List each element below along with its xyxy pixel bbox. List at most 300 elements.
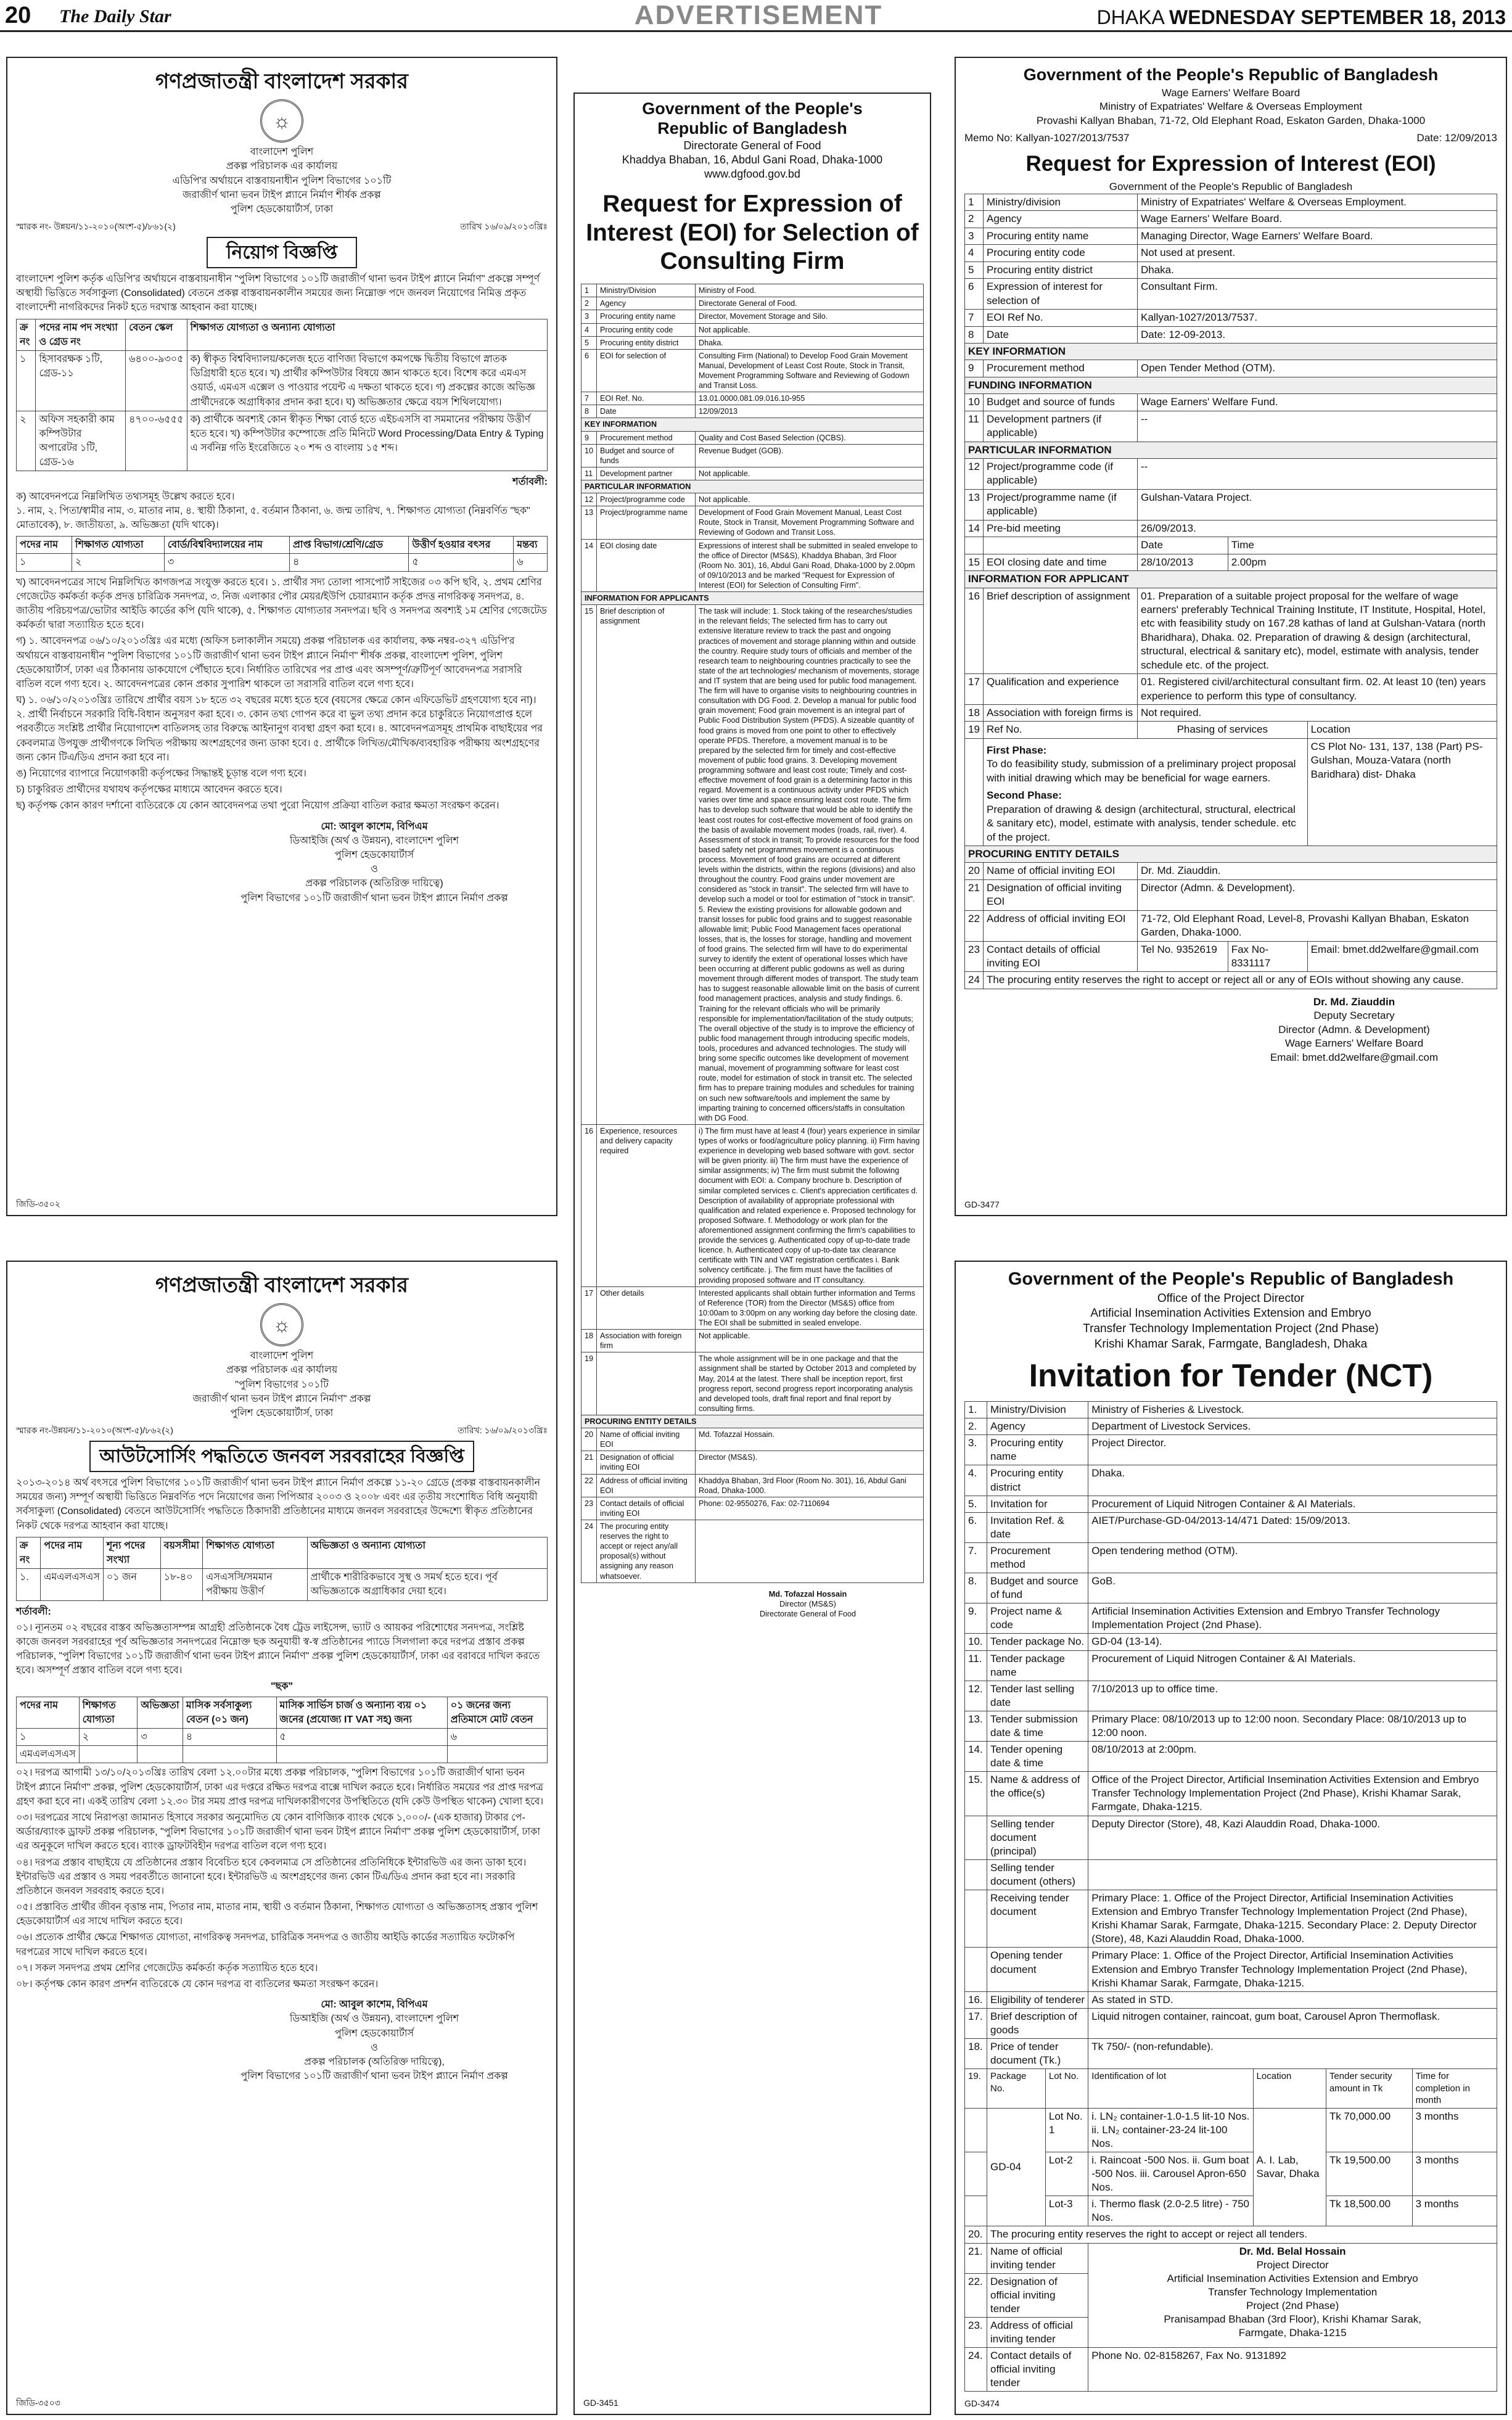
- table-cell: 2.00pm: [1228, 554, 1497, 570]
- table-cell: Date: [984, 326, 1138, 343]
- table-row: [965, 1890, 1497, 1948]
- table-cell: Wage Earners' Welfare Fund.: [1138, 394, 1497, 411]
- table-row: [965, 910, 1497, 941]
- phase-text: Preparation of drawing & design (architectural, structural, electrical & sanitary etc), model, estimate with analysis, tender schedule. etc of the project.: [987, 803, 1296, 843]
- table-cell: Procurement of Liquid Nitrogen Container & AI Materials.: [1088, 1496, 1497, 1512]
- table-cell: Location: [1307, 722, 1497, 738]
- table-cell: ক) স্বীকৃত বিশ্ববিদ্যালয়/কলেজ হতে বাণিজ্য বিভাগে কমপক্ষে দ্বিতীয় বিভাগে স্নাতক ডিগ্রিধারী হতে হবে। খ) প্রার্থীর কম্পিউটার বিষয়ে জ্ঞান থাকতে হবে। বিশেষ করে এমএস ওয়ার্ড, এমএস এক্সেল ও পাওয়ার পয়েন্ট এ দক্ষতা থাকতে হবে। গ) প্রকল্পের কাজে অভিজ্ঞ প্রার্থীদেরকে অগ্রাধিকার প্রদান করা হবে। ঘ) অভিজ্ঞতার ক্ষেত্রে বয়স শিথিলযোগ্য।: [187, 350, 547, 411]
- table-cell: Director, Movement Storage and Silo.: [696, 310, 924, 323]
- table-cell: Selling tender document (others): [987, 1859, 1088, 1890]
- table-cell: প্রার্থীকে শারীরিকভাবে সুস্থ ও সমর্থ হতে হবে। পূর্ব অভিজ্ঞতাকে অগ্রাধিকার দেয়া হবে।: [307, 1569, 547, 1600]
- ad4-office-lines: [16, 1349, 548, 1420]
- office-line: প্রকল্প পরিচালক এর কার্যালয়: [226, 1365, 338, 1376]
- signature-line: পুলিশ হেডকোয়ার্টার্স: [334, 849, 414, 860]
- table-header-cell: শিক্ষাগত যোগ্যতা: [72, 537, 164, 554]
- table-cell: ১: [17, 350, 36, 411]
- table-header-cell: বেতন স্কেল: [126, 319, 187, 350]
- section-row: [581, 480, 924, 493]
- table-cell: ৫: [409, 554, 514, 571]
- table-cell: Brief description of goods: [987, 2008, 1088, 2038]
- table-cell: 26/09/2013.: [1138, 520, 1497, 537]
- signature-name: Dr. Md. Belal Hossain: [1239, 2245, 1346, 2257]
- signature-line: Project Director: [1256, 2258, 1329, 2271]
- table-cell: Tk 750/- (non-refundable).: [1088, 2038, 1497, 2068]
- table-cell: Director (Admn. & Development).: [1138, 879, 1497, 910]
- table-row: [581, 539, 924, 592]
- table-cell: Selling tender document (principal): [987, 1816, 1088, 1859]
- condition-text: খ) আবেদনপত্রের সাথে নিম্নলিখিত কাগজপত্র সংযুক্ত করতে হবে। ১. প্রার্থীর সদ্য তোলা পাসপোর্ট সাইজের ০৩ কপি ছবি, ২. প্রথম শ্রেণির গেজেটেড কর্মকর্তা কর্তৃক প্রদত্ত চারিত্রিক সনদপত্র, ৩. নিজ এলাকার পৌর মেয়র/ইউপি চেয়ারম্যান কর্তৃক প্রদত্ত নাগরিকত্ব সনদপত্র, ৪. জাতীয় পরিচয়পত্র/ভোটার আইডি কার্ডের কপি (যদি থাকে), ৫. শিক্ষাগত যোগ্যতার সনদপত্র। ছবি ও সনদপত্র অবশ্যই ১ম শ্রেণির গেজেটেড কর্মকর্তা দ্বারা সত্যায়িত হতে হবে।: [16, 577, 547, 631]
- table-row: [581, 1451, 924, 1474]
- table-cell: 23: [581, 1497, 597, 1520]
- table-cell: Director (MS&S).: [696, 1451, 924, 1474]
- table-cell: Invitation for: [987, 1496, 1088, 1512]
- ad4-signature: মো: আবুল কাশেম, বিপিএম ডিআইজি (অর্থ ও উন্নয়ন), বাংলাদেশ পুলিশ পুলিশ হেডকোয়ার্টার্স ও প্রকল্প পরিচালক (অতিরিক্ত দায়িত্বে), পুলিশ বিভাগের ১০১টি জরাজীর্ণ থানা ভবন টাইপ প্ল্যানে নির্মাণ প্রকল্প: [201, 1998, 548, 2083]
- table-row: [965, 228, 1497, 244]
- table-cell: GD-04: [987, 2108, 1046, 2226]
- table-cell: Address of official inviting tender: [987, 2317, 1088, 2347]
- table-row: [581, 1286, 924, 1329]
- table-cell: ২: [17, 411, 36, 471]
- table-cell: i. LN₂ container-1.0-1.5 lit-10 Nos. ii. LN₂ container-23-24 lit-100 Nos.: [1088, 2108, 1253, 2152]
- table-cell: 10: [581, 444, 597, 467]
- table-cell: Contact details of official inviting tender: [987, 2348, 1088, 2392]
- section-heading: KEY INFORMATION: [581, 418, 924, 431]
- table-cell: Brief description of assignment: [597, 605, 696, 1125]
- table-cell: 22: [581, 1474, 597, 1497]
- subtitle-line: www.dgfood.gov.bd: [704, 167, 800, 180]
- table-cell: 13.01.0000.081.09.016.10-955: [696, 392, 924, 405]
- table-cell: 21: [965, 879, 984, 910]
- table-cell: Procurement method: [597, 431, 696, 444]
- table-cell: 7: [581, 392, 597, 405]
- phase-text: To do feasibility study, submission of a preliminary project proposal with initial drawing which may be beneficial for wage earners.: [987, 758, 1296, 784]
- table-row: [581, 1520, 924, 1582]
- table-cell: EOI closing date: [597, 539, 696, 592]
- table-cell: Liquid nitrogen container, raincoat, gum boat, Carousel Apron Thermoflask.: [1088, 2008, 1497, 2038]
- table-cell: As stated in STD.: [1088, 1991, 1497, 2008]
- ad4-code: জিডি-৩৫০৩: [16, 2397, 60, 2408]
- ad4-cond-title: শর্তাবলী:: [16, 1606, 51, 1617]
- table-cell: 9: [965, 360, 984, 377]
- ad1-signature: মো: আবুল কাশেম, বিপিএম ডিআইজি (অর্থ ও উন্নয়ন), বাংলাদেশ পুলিশ পুলিশ হেডকোয়ার্টার্স ও প্রকল্প পরিচালক (অতিরিক্ত দায়িত্বে) পুলিশ বিভাগের ১০১টি জরাজীর্ণ থানা ভবন টাইপ প্ল্যানে নির্মাণ প্রকল্প: [201, 820, 548, 905]
- table-row: [965, 554, 1497, 570]
- table-cell: Tender last selling date: [987, 1681, 1088, 1711]
- condition-text: চ) চাকুরিরত প্রার্থীদের যথাযথ কর্তৃপক্ষের মাধ্যমে আবেদন করতে হবে।: [16, 784, 282, 796]
- table-cell: Name of official inviting EOI: [597, 1428, 696, 1451]
- section-heading: FUNDING INFORMATION: [965, 377, 1497, 393]
- table-row: [581, 392, 924, 405]
- table-row: [965, 489, 1497, 520]
- signature-line: Transfer Technology Implementation: [1208, 2286, 1378, 2298]
- table-cell: Tk 19,500.00: [1326, 2152, 1412, 2196]
- table-cell: EOI Ref. No.: [597, 392, 696, 405]
- table-row: [965, 1711, 1497, 1741]
- table-row: [965, 722, 1497, 738]
- office-line: পুলিশ হেডকোয়ার্টার্স, ঢাকা: [230, 1408, 334, 1419]
- section-row: [965, 846, 1497, 862]
- subtitle-line: Provashi Kallyan Bhaban, 71-72, Old Elephant Road, Eskaton Garden, Dhaka-1000: [1036, 114, 1426, 126]
- signature-line: পুলিশ বিভাগের ১০১টি জরাজীর্ণ থানা ভবন টাইপ প্ল্যানে নির্মাণ প্রকল্প: [240, 2071, 508, 2082]
- table-cell: --: [1138, 459, 1497, 490]
- table-header-cell: অভিজ্ঞতা ও অন্যান্য যোগ্যতা: [307, 1537, 547, 1568]
- table-cell: ২: [72, 554, 164, 571]
- table-cell: Procuring entity district: [597, 336, 696, 349]
- table-cell: GoB.: [1088, 1573, 1497, 1603]
- table-cell: Consulting Firm (National) to Develop Food Grain Movement Manual, Development of Least Cost Route, Stock in Transit, Movement Programming Software and Reviewing of Godown and Transit Loss.: [696, 349, 924, 392]
- signature-line: Director (Admn. & Development): [1278, 1023, 1430, 1035]
- table-header-cell: বোর্ড/বিশ্ববিদ্যালয়ের নাম: [164, 537, 289, 554]
- table-row: [581, 467, 924, 480]
- table-row: [965, 2226, 1497, 2243]
- table-cell: 19: [581, 1352, 597, 1415]
- table-cell: Expressions of interest shall be submitted in sealed envelope to the office of Director (MS&S), Khaddya Bhaban, 3rd Floor (Room No. 301), 16, Abdul Gani Road, Dhaka-1000 by 2.00pm of 09/10/2013 and be marked "Request for Expression of Interest (EOI) for Selection of Consulting Firm".: [696, 539, 924, 592]
- table-cell: 21.: [965, 2243, 987, 2273]
- table-cell: Ministry of Expatriates' Welfare & Overseas Employment.: [1138, 194, 1497, 211]
- table-cell: Budget and source of funds: [597, 444, 696, 467]
- ad-wage-earners-eoi: [955, 57, 1507, 1216]
- section-row: [965, 377, 1497, 393]
- table-header-cell: পদের নাম: [41, 1537, 104, 1568]
- table-row: [965, 1772, 1497, 1816]
- table-row: [581, 1428, 924, 1451]
- table-cell: 3 months: [1412, 2152, 1497, 2196]
- table-cell: Quality and Cost Based Selection (QCBS).: [696, 431, 924, 444]
- table-cell: Gulshan-Vatara Project.: [1138, 489, 1497, 520]
- row-number: 15: [581, 605, 597, 1125]
- table-cell: 16.: [965, 1991, 987, 2008]
- table-cell: Primary Place: 1. Office of the Project Director, Artificial Insemination Activities Extension and Embryo Transfer Technology Implementation Project (2nd Phase), Krishi Khamar Sarak, Farmgate, Dhaka-1215.: [1088, 1948, 1497, 1991]
- table-cell: Contact details of official inviting EOI: [984, 941, 1138, 972]
- table-cell: Qualification and experience: [984, 674, 1138, 705]
- table-cell: 8: [581, 405, 597, 418]
- table-cell: 18.: [965, 2038, 987, 2068]
- table-row: [965, 194, 1497, 211]
- table-cell: 11.: [965, 1650, 987, 1681]
- table-cell: Price of tender document (Tk.): [987, 2038, 1088, 2068]
- table-row: [965, 1634, 1497, 1650]
- ad3-signature: Dr. Md. Ziauddin Deputy Secretary Director (Admn. & Development) Wage Earners' Welfare Board Email: bmet.dd2welfare@gmail.com: [1211, 995, 1497, 1064]
- ad2-eoi-table: [581, 284, 924, 1582]
- table-cell: A. I. Lab, Savar, Dhaka: [1253, 2108, 1326, 2226]
- ad3-memo-row: Memo No: Kallyan-1027/2013/7537 Date: 12/09/2013: [964, 131, 1497, 144]
- table-cell: Association with foreign firms is: [984, 705, 1138, 722]
- table-cell: Location: [1253, 2069, 1326, 2109]
- table-cell: Ministry/Division: [987, 1402, 1088, 1418]
- table-cell: 11: [965, 411, 984, 442]
- table-header-cell: প্রাপ্ত বিভাগ/শ্রেণি/গ্রেড: [289, 537, 409, 554]
- govt-seal-icon: ☼: [260, 99, 303, 142]
- table-row: [581, 405, 924, 418]
- table-cell: 1: [581, 284, 597, 297]
- table-cell: Not applicable.: [696, 493, 924, 506]
- table-cell: 4: [581, 323, 597, 336]
- table-cell: The procuring entity reserves the right to accept or reject all tenders.: [987, 2226, 1497, 2243]
- table-row: [965, 941, 1497, 972]
- table-cell: Phone No. 02-8158267, Fax No. 9131892: [1088, 2348, 1497, 2392]
- table-cell: 17: [965, 674, 984, 705]
- table-cell: Deputy Director (Store), 48, Kazi Alauddin Road, Dhaka-1000.: [1088, 1816, 1497, 1859]
- table-header-cell: মাসিক সর্বসাকুল্য বেতন (০১ জন): [183, 1697, 276, 1728]
- table-row: [965, 2008, 1497, 2038]
- table-cell: Pre-bid meeting: [984, 520, 1138, 537]
- signature-line: Farmgate, Dhaka-1215: [1238, 2327, 1347, 2339]
- table-cell: Procuring entity code: [597, 323, 696, 336]
- signature-line: Artificial Insemination Activities Extension and Embryo: [1167, 2272, 1418, 2284]
- ad1-conditions-2: [16, 575, 548, 813]
- table-cell: 20.: [965, 2226, 987, 2243]
- table-cell: Agency: [597, 297, 696, 310]
- table-cell: Ministry of Food.: [696, 284, 924, 297]
- table-cell: Procuring entity code: [984, 245, 1138, 261]
- table-cell: Time: [1228, 537, 1497, 554]
- table-cell: ৬: [447, 1729, 547, 1746]
- table-header-cell: ০১ জনের জন্য প্রতিমাসে মোট বেতন: [447, 1697, 547, 1728]
- table-cell: [965, 1859, 987, 1890]
- govt-seal-icon: ☼: [260, 1303, 303, 1346]
- table-row: [965, 879, 1497, 910]
- ad4-intro: ২০১৩-২০১৪ অর্থ বৎসরে পুলিশ বিভাগের ১০১টি জরাজীর্ণ থানা ভবন টাইপ প্ল্যানে নির্মাণ প্রকল্পে ১১-২০ গ্রেডে (প্রকল্প বাস্তবায়নকালীন সময়ের জন্য) সম্পূর্ণ অস্থায়ী ভিত্তিতে নিম্নবর্ণিত পদে নিয়োগের জন্য পিপিআর ২০০৩ ও ২০০৮ এবং এর তৃতীয় সংশোধিত বিধি অনুযায়ী সর্বসাকুল্য (Consolidated) বেতনে আউটসোর্সিং পদ্ধতিতে ঠিকাদারী প্রতিষ্ঠানের মাধ্যমে জনবল সরবরাহের উদ্দেশ্যে স্বীকৃত প্রতিষ্ঠানের নিকট থেকে দরপত্র আহবান করা যাচ্ছে।: [16, 1478, 540, 1531]
- table-cell: Ministry/division: [984, 194, 1138, 211]
- table-cell: ০১ জন: [103, 1569, 160, 1600]
- table-header-cell: মাসিক সার্ভিস চার্জ ও অন্যান্য ব্যয় ০১ জনের (প্রযোজ্য IT VAT সহ) জন্য: [276, 1697, 447, 1728]
- table-row: [965, 1512, 1497, 1542]
- table-cell: 1: [965, 194, 984, 211]
- table-cell: 24.: [965, 2348, 987, 2392]
- table-cell: Kallyan-1027/2013/7537.: [1138, 310, 1497, 326]
- ad2-title: [581, 99, 924, 139]
- table-cell: [984, 537, 1138, 554]
- table-cell: 01. Registered civil/architectural consultant firm. 02. At least 10 (ten) years experience to perform this type of consultancy.: [1138, 674, 1497, 705]
- ad2-heading: Request for Expression of Interest (EOI) for Selection of Consulting Firm: [586, 190, 919, 275]
- signature-line: Wage Earners' Welfare Board: [1284, 1037, 1424, 1050]
- condition-text: ০৮। কর্তৃপক্ষ কোন কারণ প্রদর্শন ব্যতিরেকে যে কোন দরপত্র বা ব্যতিলের ক্ষমতা সংরক্ষণ করেন।: [16, 1979, 379, 1990]
- signature-line: Pranisampad Bhaban (3rd Floor), Krishi Khamar Sarak,: [1164, 2313, 1421, 2325]
- table-cell: ৪৭০০-৬৫৫৫: [126, 411, 187, 471]
- condition-text: ০৩। দরপত্রের সাথে নিরাপত্তা জামানত হিসাবে সরকার অনুমোদিত যে কোন বাণিজ্যিক ব্যাংক থেকে ১,০০০/- (এক হাজার) টাকার পে-অর্ডার/ব্যাংক ড্রাফট প্রকল্প পরিচালক, "পুলিশ বিভাগের ১০১টি জরাজীর্ণ থানা ভবন টাইপ প্ল্যানে নির্মাণ" প্রকল্প পুলিশ হেডকোয়ার্টার্স, ঢাকা এর অনুকূলে দাখিল করতে হবে। ব্যাংক ড্রাফটবিহীন দরপত্র বাতিল বলে গণ্য হবে।: [16, 1812, 540, 1852]
- ad4-format-table: [16, 1697, 548, 1764]
- table-cell: ৩: [164, 554, 289, 571]
- table-cell: [965, 1816, 987, 1859]
- table-row: [581, 605, 924, 1125]
- table-cell: Tender opening date & time: [987, 1742, 1088, 1772]
- table-header-cell: শিক্ষাগত যোগ্যতা: [203, 1537, 307, 1568]
- table-cell: Ministry/Division: [597, 284, 696, 297]
- table-cell: ১: [17, 1729, 80, 1746]
- ad2-signature: Md. Tofazzal Hossain Director (MS&S) Directorate General of Food: [692, 1589, 924, 1619]
- table-row: [965, 459, 1497, 490]
- table-cell: 7.: [965, 1542, 987, 1573]
- table-cell: Primary Place: 1. Office of the Project Director, Artificial Insemination Activities Extension and Embryo Transfer Technology Implementation Project (2nd Phase), Krishi Khamar Sarak, Farmgate, Dhaka-1215. Secondary Place: 2. Deputy Director (Store), 48, Kazi Alauddin Road, Dhaka-1000.: [1088, 1890, 1497, 1948]
- table-cell: Artificial Insemination Activities Extension and Embryo Transfer Technology Implementation Project (2nd Phase).: [1088, 1603, 1497, 1634]
- phase-text: First Phase:: [987, 744, 1047, 756]
- table-cell: অফিস সহকারী কাম কম্পিউটার অপারেটর ১টি, গ্রেড-১৬: [36, 411, 126, 471]
- ad2-subtitle: [581, 139, 924, 181]
- table-header-cell: ক্র নং: [17, 1537, 41, 1568]
- section-row: [581, 418, 924, 431]
- table-cell: Ref No.: [984, 722, 1138, 738]
- condition-text: ০৭। সকল সনদপত্র প্রথম শ্রেণির গেজেটেড কর্মকর্তা কর্তৃক সত্যায়িত হতে হবে।: [16, 1962, 318, 1973]
- table-cell: GD-04 (13-14).: [1088, 1634, 1497, 1650]
- table-cell: Consultant Firm.: [1138, 279, 1497, 310]
- table-cell: 4: [965, 245, 984, 261]
- table-cell: Association with foreign firm: [597, 1330, 696, 1352]
- table-cell: 2: [581, 297, 597, 310]
- section-row: [965, 571, 1497, 588]
- table-cell: Brief description of assignment: [984, 588, 1138, 674]
- table-cell: Managing Director, Wage Earners' Welfare Board.: [1138, 228, 1497, 244]
- table-cell: 22: [965, 910, 984, 941]
- table-row: [965, 2108, 1497, 2152]
- table-cell: 13.: [965, 1711, 987, 1741]
- table-row: [965, 520, 1497, 537]
- table-cell: ১.: [17, 1569, 41, 1600]
- table-cell: 20: [581, 1428, 597, 1451]
- table-cell: The procuring entity reserves the right to accept or reject all or any of EOIs without showing any cause.: [984, 972, 1497, 989]
- table-row: [965, 705, 1497, 722]
- table-cell: 6: [581, 349, 597, 392]
- table-row: [965, 211, 1497, 228]
- table-row: [965, 972, 1497, 989]
- table-cell: Department of Livestock Services.: [1088, 1418, 1497, 1435]
- table-cell: Project/programme code (if applicable): [984, 459, 1138, 490]
- table-cell: Designation of official inviting tender: [987, 2273, 1088, 2317]
- table-cell: Development partner: [597, 467, 696, 480]
- table-header-cell: পদের নাম: [17, 537, 72, 554]
- office-line: প্রকল্প পরিচালক এর কার্যালয়: [226, 161, 338, 172]
- table-cell: Procurement method: [987, 1542, 1088, 1573]
- table-cell: ৬: [514, 554, 548, 571]
- ad1-memo-row: স্মারক নং- উন্নয়ন/১১-২০১০(অংশ-৫)/৮৬১(২) তারিখ ১৬/০৯/২০১৩খ্রিঃ: [16, 221, 548, 232]
- ad4-post-table: [16, 1537, 548, 1601]
- table-cell: 13: [965, 489, 984, 520]
- table-cell: ৬৪০০-৯৩০৫: [126, 350, 187, 411]
- table-cell: 6: [965, 279, 984, 310]
- dateline: DHAKA WEDNESDAY SEPTEMBER 18, 2013: [1096, 6, 1506, 28]
- table-cell: ১: [17, 554, 72, 571]
- table-row: [965, 261, 1497, 278]
- table-cell: Tk 70,000.00: [1326, 2108, 1412, 2152]
- table-cell: Designation of official inviting EOI: [984, 879, 1138, 910]
- table-row: [581, 1497, 924, 1520]
- table-cell: 1.: [965, 1402, 987, 1418]
- ad5-heading: Invitation for Tender (NCT): [1029, 1358, 1433, 1394]
- table-cell: 8.: [965, 1573, 987, 1603]
- table-cell: 14: [965, 520, 984, 537]
- table-cell: 17.: [965, 2008, 987, 2038]
- table-cell: Package No.: [987, 2069, 1046, 2109]
- table-cell: 5: [581, 336, 597, 349]
- subtitle-line: Wage Earners' Welfare Board: [1161, 86, 1300, 99]
- table-cell: Primary Place: 08/10/2013 up to 12:00 noon. Secondary Place: 08/10/2013 up to 12:00 noon.: [1088, 1711, 1497, 1741]
- table-cell: Email: bmet.dd2welfare@gmail.com: [1307, 941, 1497, 972]
- table-header-cell: উত্তীর্ণ হওয়ার বৎসর: [409, 537, 514, 554]
- table-cell: The procuring entity reserves the right to accept or reject any/all proposal(s) without assigning any reason whatsoever.: [597, 1520, 696, 1582]
- ad4-chhok: "ছক": [270, 1681, 294, 1692]
- office-line: "পুলিশ বিভাগের ১০১টি: [235, 1379, 329, 1390]
- table-cell: Not used at present.: [1138, 245, 1497, 261]
- table-row: [581, 336, 924, 349]
- ad4-title: আউটসোর্সিং পদ্ধতিতে জনবল সরবরাহের বিজ্ঞপ্তি: [89, 1441, 474, 1473]
- page-number: 20: [5, 2, 31, 28]
- table-cell: Procurement method: [984, 360, 1138, 377]
- section-title: ADVERTISEMENT: [634, 0, 883, 30]
- table-row: [581, 493, 924, 506]
- table-cell: 10: [965, 394, 984, 411]
- ad4-memo-row: স্মারক নং-উন্নয়ন/১১-২০১০(অংশ-৫)/৮৬২(২) তারিখ: ১৬/০৯/২০১৩খ্রিঃ: [16, 1425, 548, 1436]
- table-cell: 18: [965, 705, 984, 722]
- table-cell: 2.: [965, 1418, 987, 1435]
- table-cell: Dr. Md. Ziauddin.: [1138, 863, 1497, 879]
- section-row: [965, 343, 1497, 360]
- table-cell: [965, 1948, 987, 1991]
- table-row: [965, 411, 1497, 442]
- office-line: জরাজীর্ণ থানা ভবন টাইপ প্ল্যানে নির্মাণ শীর্ষক প্রকল্প: [183, 189, 381, 200]
- section-row: [581, 1415, 924, 1428]
- table-cell: EOI closing date and time: [984, 554, 1138, 570]
- signature-line: ডিআইজি (অর্থ ও উন্নয়ন), বাংলাদেশ পুলিশ: [289, 2014, 459, 2025]
- table-row: [581, 1474, 924, 1497]
- condition-text: ঙ) নিয়োগের ব্যাপারে নিয়োগকারী কর্তৃপক্ষের সিদ্ধান্তই চূড়ান্ত বলে গণ্য হবে।: [16, 768, 307, 780]
- table-row: [965, 1816, 1497, 1859]
- ad4-cond-1: ০১। ন্যূনতম ০২ বছরের বাস্তব অভিজ্ঞতাসম্পন্ন আগ্রহী প্রতিষ্ঠানকে বৈধ ট্রেড লাইসেন্স, ভ্যাট ও আয়কর পরিশোধের সনদপত্র, সংশ্লিষ্ট কাজে জনবল সরবরাহের পূর্ব অভিজ্ঞতার সনদপত্রের নিম্নোক্ত ছক অনুযায়ী স্ব-স্ব প্রতিষ্ঠানের প্যাডে সিলগালা করে দরপত্র প্রস্তাব প্রকল্প পরিচালক, "পুলিশ বিভাগের ১০১টি জরাজীর্ণ থানা ভবন টাইপ প্ল্যানে নির্মাণ" প্রকল্প পুলিশ হেডকোয়ার্টার্স, ঢাকা এর বরাবরে দাখিল করতে হবে। অসম্পূর্ণ প্রস্তাব বাতিল বলে গণ্য হবে।: [16, 1622, 540, 1676]
- ad2-code: GD-3451: [583, 2398, 618, 2408]
- table-cell: 19.: [965, 2069, 987, 2109]
- signature-line: প্রকল্প পরিচালক (অতিরিক্ত দায়িত্বে): [305, 878, 443, 889]
- phase-text: Second Phase:: [987, 789, 1062, 802]
- table-cell: Invitation Ref. & date: [987, 1512, 1088, 1542]
- ad3-eoi-table: [964, 194, 1497, 989]
- table-row: [17, 350, 548, 411]
- table-cell: Dhaka.: [696, 336, 924, 349]
- table-cell: Tender package name: [987, 1650, 1088, 1681]
- table-cell: Tender package No.: [987, 1634, 1088, 1650]
- table-cell: Date: 12-09-2013.: [1138, 326, 1497, 343]
- page-header: [0, 0, 1512, 32]
- table-row: [965, 2348, 1497, 2392]
- table-cell: [965, 2196, 987, 2226]
- table-cell: Project/programme code: [597, 493, 696, 506]
- ad4-conditions: [16, 1766, 548, 1991]
- office-line: এডিপি'র অর্থায়নে বাস্তবায়নাধীন পুলিশ বিভাগের ১০১টি: [172, 175, 392, 186]
- condition-text: ছ) কর্তৃপক্ষ কোন কারণ দর্শানো ব্যতিরেকে যে কোন আবেদনপত্র তথা পুরো নিয়োগ প্রক্রিয়া বাতিল করার ক্ষমতা সংরক্ষণ করেন।: [16, 800, 499, 812]
- table-cell: 15: [965, 554, 984, 570]
- table-cell: Date: [597, 405, 696, 418]
- ad5-title: Government of the People's Republic of Bangladesh: [1008, 1269, 1454, 1289]
- office-line: পুলিশ হেডকোয়ার্টার্স, ঢাকা: [230, 204, 334, 215]
- table-cell: Khaddya Bhaban, 3rd Floor (Room No. 301), 16, Abdul Gani Road, Dhaka-1000.: [696, 1474, 924, 1497]
- table-cell: Date: [1138, 537, 1228, 554]
- ad1-cond-title: শর্তাবলী:: [512, 477, 548, 488]
- table-cell: Development of Food Grain Movement Manual, Least Cost Route, Stock in Transit, Movement Programming Software and Reviewing of Godown and Transit Loss.: [696, 506, 924, 539]
- table-cell: Experience, resources and delivery capacity required: [597, 1124, 696, 1286]
- table-cell: 5: [965, 261, 984, 278]
- table-row: [581, 506, 924, 539]
- ad1-code: জিডি-৩৫০২: [16, 1198, 60, 1209]
- section-heading: KEY INFORMATION: [965, 343, 1497, 360]
- row-number: 16: [581, 1124, 597, 1286]
- table-cell: [965, 537, 984, 554]
- ad3-subhead: Government of the People's Republic of Bangladesh: [1109, 180, 1353, 192]
- table-cell: i. Raincoat -500 Nos. ii. Gum boat -500 Nos. iii. Carousel Apron-650 Nos.: [1088, 2152, 1253, 2196]
- table-cell: 4.: [965, 1465, 987, 1496]
- table-cell: 22.: [965, 2273, 987, 2317]
- ad1-office-lines: [16, 145, 548, 216]
- table-cell: 10.: [965, 1634, 987, 1650]
- signature-line: Deputy Secretary: [1313, 1010, 1395, 1022]
- row-number: 17: [581, 1286, 597, 1329]
- table-cell: 5.: [965, 1496, 987, 1512]
- ad4-format-post: এমএলএসএস: [17, 1746, 80, 1763]
